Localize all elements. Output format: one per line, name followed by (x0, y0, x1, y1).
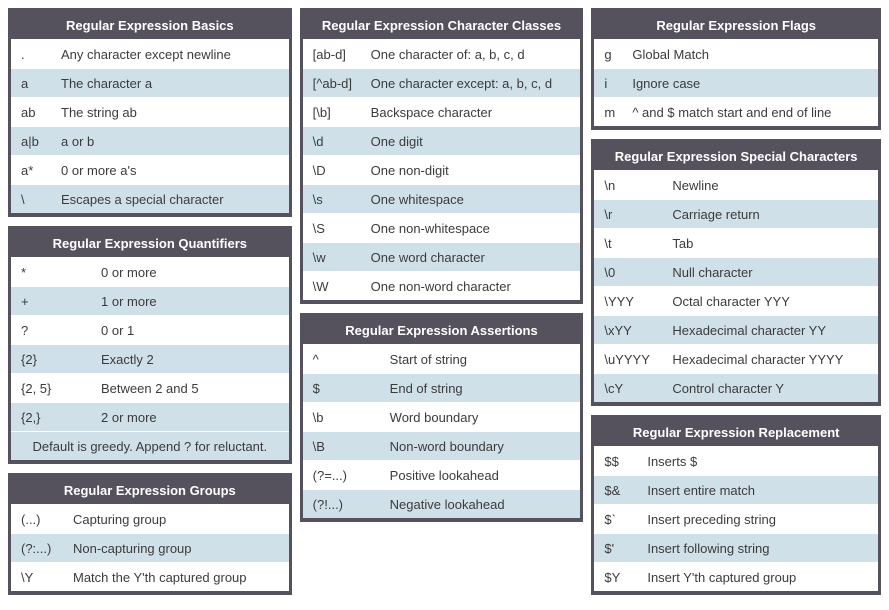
table-row (594, 39, 878, 68)
table-body (303, 344, 581, 518)
description-cell: The character a (61, 75, 153, 91)
pattern-cell: {2, 5} (21, 380, 52, 396)
table-groups (8, 473, 292, 595)
description-cell: 0 or more a's (61, 162, 137, 178)
table-row (11, 39, 289, 68)
pattern-cell: \W (312, 278, 329, 294)
table-row (303, 39, 581, 68)
pattern-cell: ab (21, 104, 36, 120)
description-cell: One digit (370, 133, 423, 149)
pattern-cell: \d (312, 133, 324, 149)
pattern-cell: \B (312, 438, 325, 454)
column-left (8, 8, 292, 595)
description-cell: Insert entire match (647, 482, 755, 498)
description-cell: Insert Y'th captured group (647, 569, 797, 585)
table-row (11, 184, 289, 213)
quantifiers-note: Default is greedy. Append ? for reluctant. (11, 431, 289, 460)
description-cell: Capturing group (73, 511, 167, 527)
table-body (594, 446, 878, 591)
description-cell: Exactly 2 (101, 351, 154, 367)
table-row (303, 213, 581, 242)
table-row (594, 504, 878, 533)
description-cell: Positive lookahead (389, 467, 499, 483)
description-cell: 0 or more (101, 264, 157, 280)
pattern-cell: [\b] (312, 104, 331, 120)
description-cell: Octal character YYY (672, 293, 790, 309)
description-cell: 1 or more (101, 293, 157, 309)
table-body (303, 39, 581, 300)
pattern-cell: [^ab-d] (312, 75, 353, 91)
pattern-cell: \ (21, 191, 25, 207)
table-body (11, 257, 289, 431)
description-cell: Newline (672, 177, 719, 193)
table-row (303, 97, 581, 126)
table-row (594, 68, 878, 97)
table-row (303, 155, 581, 184)
table-row (303, 68, 581, 97)
description-cell: Control character Y (672, 380, 785, 396)
pattern-cell: \0 (604, 264, 616, 280)
description-cell: Ignore case (632, 75, 701, 91)
table-row (594, 199, 878, 228)
description-cell: Escapes a special character (61, 191, 224, 207)
table-title: Regular Expression Replacement (594, 418, 878, 446)
table-row (594, 228, 878, 257)
pattern-cell: \D (312, 162, 326, 178)
table-row (303, 184, 581, 213)
description-cell: Insert following string (647, 540, 770, 556)
pattern-cell: \b (312, 409, 324, 425)
description-cell: Non-capturing group (73, 540, 192, 556)
table-row (11, 533, 289, 562)
table-row (11, 126, 289, 155)
pattern-cell: $& (604, 482, 621, 498)
description-cell: End of string (389, 380, 463, 396)
table-title: Regular Expression Basics (11, 11, 289, 39)
pattern-cell: \n (604, 177, 616, 193)
description-cell: Backspace character (370, 104, 493, 120)
pattern-cell: \Y (21, 569, 34, 585)
table-row (303, 344, 581, 373)
table-special-characters (591, 139, 881, 406)
table-row (303, 126, 581, 155)
table-row (594, 344, 878, 373)
table-title: Regular Expression Special Characters (594, 142, 878, 170)
table-flags (591, 8, 881, 130)
description-cell: One character of: a, b, c, d (370, 46, 525, 62)
pattern-cell: (?=...) (312, 467, 347, 483)
table-title: Regular Expression Quantifiers (11, 229, 289, 257)
pattern-cell: * (21, 264, 27, 280)
pattern-cell: (...) (21, 511, 41, 527)
pattern-cell: ? (21, 322, 29, 338)
pattern-cell: a (21, 75, 29, 91)
table-title: Regular Expression Flags (594, 11, 878, 39)
pattern-cell: \w (312, 249, 326, 265)
table-basics (8, 8, 292, 217)
table-row (594, 257, 878, 286)
description-cell: One non-whitespace (370, 220, 490, 236)
table-row (11, 68, 289, 97)
pattern-cell: $` (604, 511, 616, 527)
description-cell: Insert preceding string (647, 511, 776, 527)
pattern-cell: (?!...) (312, 496, 344, 512)
table-row (594, 97, 878, 126)
table-row (594, 562, 878, 591)
table-row (11, 155, 289, 184)
table-row (303, 242, 581, 271)
pattern-cell: + (21, 293, 29, 309)
table-title: Regular Expression Assertions (303, 316, 581, 344)
table-row (11, 257, 289, 286)
description-cell: Any character except newline (61, 46, 231, 62)
table-row (594, 446, 878, 475)
description-cell: Null character (672, 264, 753, 280)
description-cell: One whitespace (370, 191, 464, 207)
table-row (594, 286, 878, 315)
table-row (594, 533, 878, 562)
description-cell: 2 or more (101, 409, 157, 425)
table-row (303, 460, 581, 489)
table-row (11, 344, 289, 373)
pattern-cell: {2} (21, 351, 37, 367)
description-cell: ^ and $ match start and end of line (632, 104, 832, 120)
table-row (303, 489, 581, 518)
table-row (594, 373, 878, 402)
table-row (303, 373, 581, 402)
pattern-cell: \cY (604, 380, 624, 396)
pattern-cell: \uYYYY (604, 351, 650, 367)
table-row (11, 315, 289, 344)
table-row (11, 97, 289, 126)
description-cell: One non-digit (370, 162, 449, 178)
table-row (11, 373, 289, 402)
table-body (11, 39, 289, 213)
table-row (11, 562, 289, 591)
table-row (594, 315, 878, 344)
pattern-cell: ^ (312, 351, 319, 367)
table-assertions (300, 313, 584, 522)
description-cell: Non-word boundary (389, 438, 504, 454)
pattern-cell: $' (604, 540, 615, 556)
pattern-cell: a|b (21, 133, 39, 149)
table-body (594, 170, 878, 402)
table-character-classes (300, 8, 584, 304)
table-row (11, 286, 289, 315)
table-row (11, 504, 289, 533)
pattern-cell: \YYY (604, 293, 634, 309)
description-cell: Inserts $ (647, 453, 698, 469)
table-quantifiers (8, 226, 292, 464)
pattern-cell: m (604, 104, 616, 120)
pattern-cell: \xYY (604, 322, 632, 338)
description-cell: Carriage return (672, 206, 760, 222)
table-title: Regular Expression Groups (11, 476, 289, 504)
table-row (303, 402, 581, 431)
pattern-cell: [ab-d] (312, 46, 346, 62)
table-replacement (591, 415, 881, 595)
description-cell: a or b (61, 133, 95, 149)
description-cell: Word boundary (389, 409, 479, 425)
description-cell: Match the Y'th captured group (73, 569, 247, 585)
column-middle (300, 8, 584, 522)
description-cell: Negative lookahead (389, 496, 505, 512)
pattern-cell: {2,} (21, 409, 41, 425)
pattern-cell: $Y (604, 569, 621, 585)
table-body (11, 504, 289, 591)
description-cell: One word character (370, 249, 485, 265)
pattern-cell: $ (312, 380, 320, 396)
description-cell: Global Match (632, 46, 709, 62)
description-cell: The string ab (61, 104, 137, 120)
pattern-cell: \S (312, 220, 325, 236)
pattern-cell: a* (21, 162, 34, 178)
pattern-cell: $$ (604, 453, 619, 469)
description-cell: Hexadecimal character YY (672, 322, 827, 338)
description-cell: One non-word character (370, 278, 511, 294)
pattern-cell: i (604, 75, 608, 91)
pattern-cell: (?:...) (21, 540, 52, 556)
description-cell: 0 or 1 (101, 322, 135, 338)
pattern-cell: \t (604, 235, 612, 251)
pattern-cell: \s (312, 191, 323, 207)
table-row (303, 271, 581, 300)
table-row (594, 170, 878, 199)
table-row (303, 431, 581, 460)
table-title: Regular Expression Character Classes (303, 11, 581, 39)
description-cell: One character except: a, b, c, d (370, 75, 553, 91)
pattern-cell: g (604, 46, 612, 62)
description-cell: Between 2 and 5 (101, 380, 199, 396)
table-body (594, 39, 878, 126)
table-row (11, 402, 289, 431)
description-cell: Hexadecimal character YYYY (672, 351, 844, 367)
pattern-cell: \r (604, 206, 613, 222)
description-cell: Tab (672, 235, 694, 251)
column-right (591, 8, 881, 595)
description-cell: Start of string (389, 351, 467, 367)
table-row (594, 475, 878, 504)
pattern-cell: . (21, 46, 25, 62)
